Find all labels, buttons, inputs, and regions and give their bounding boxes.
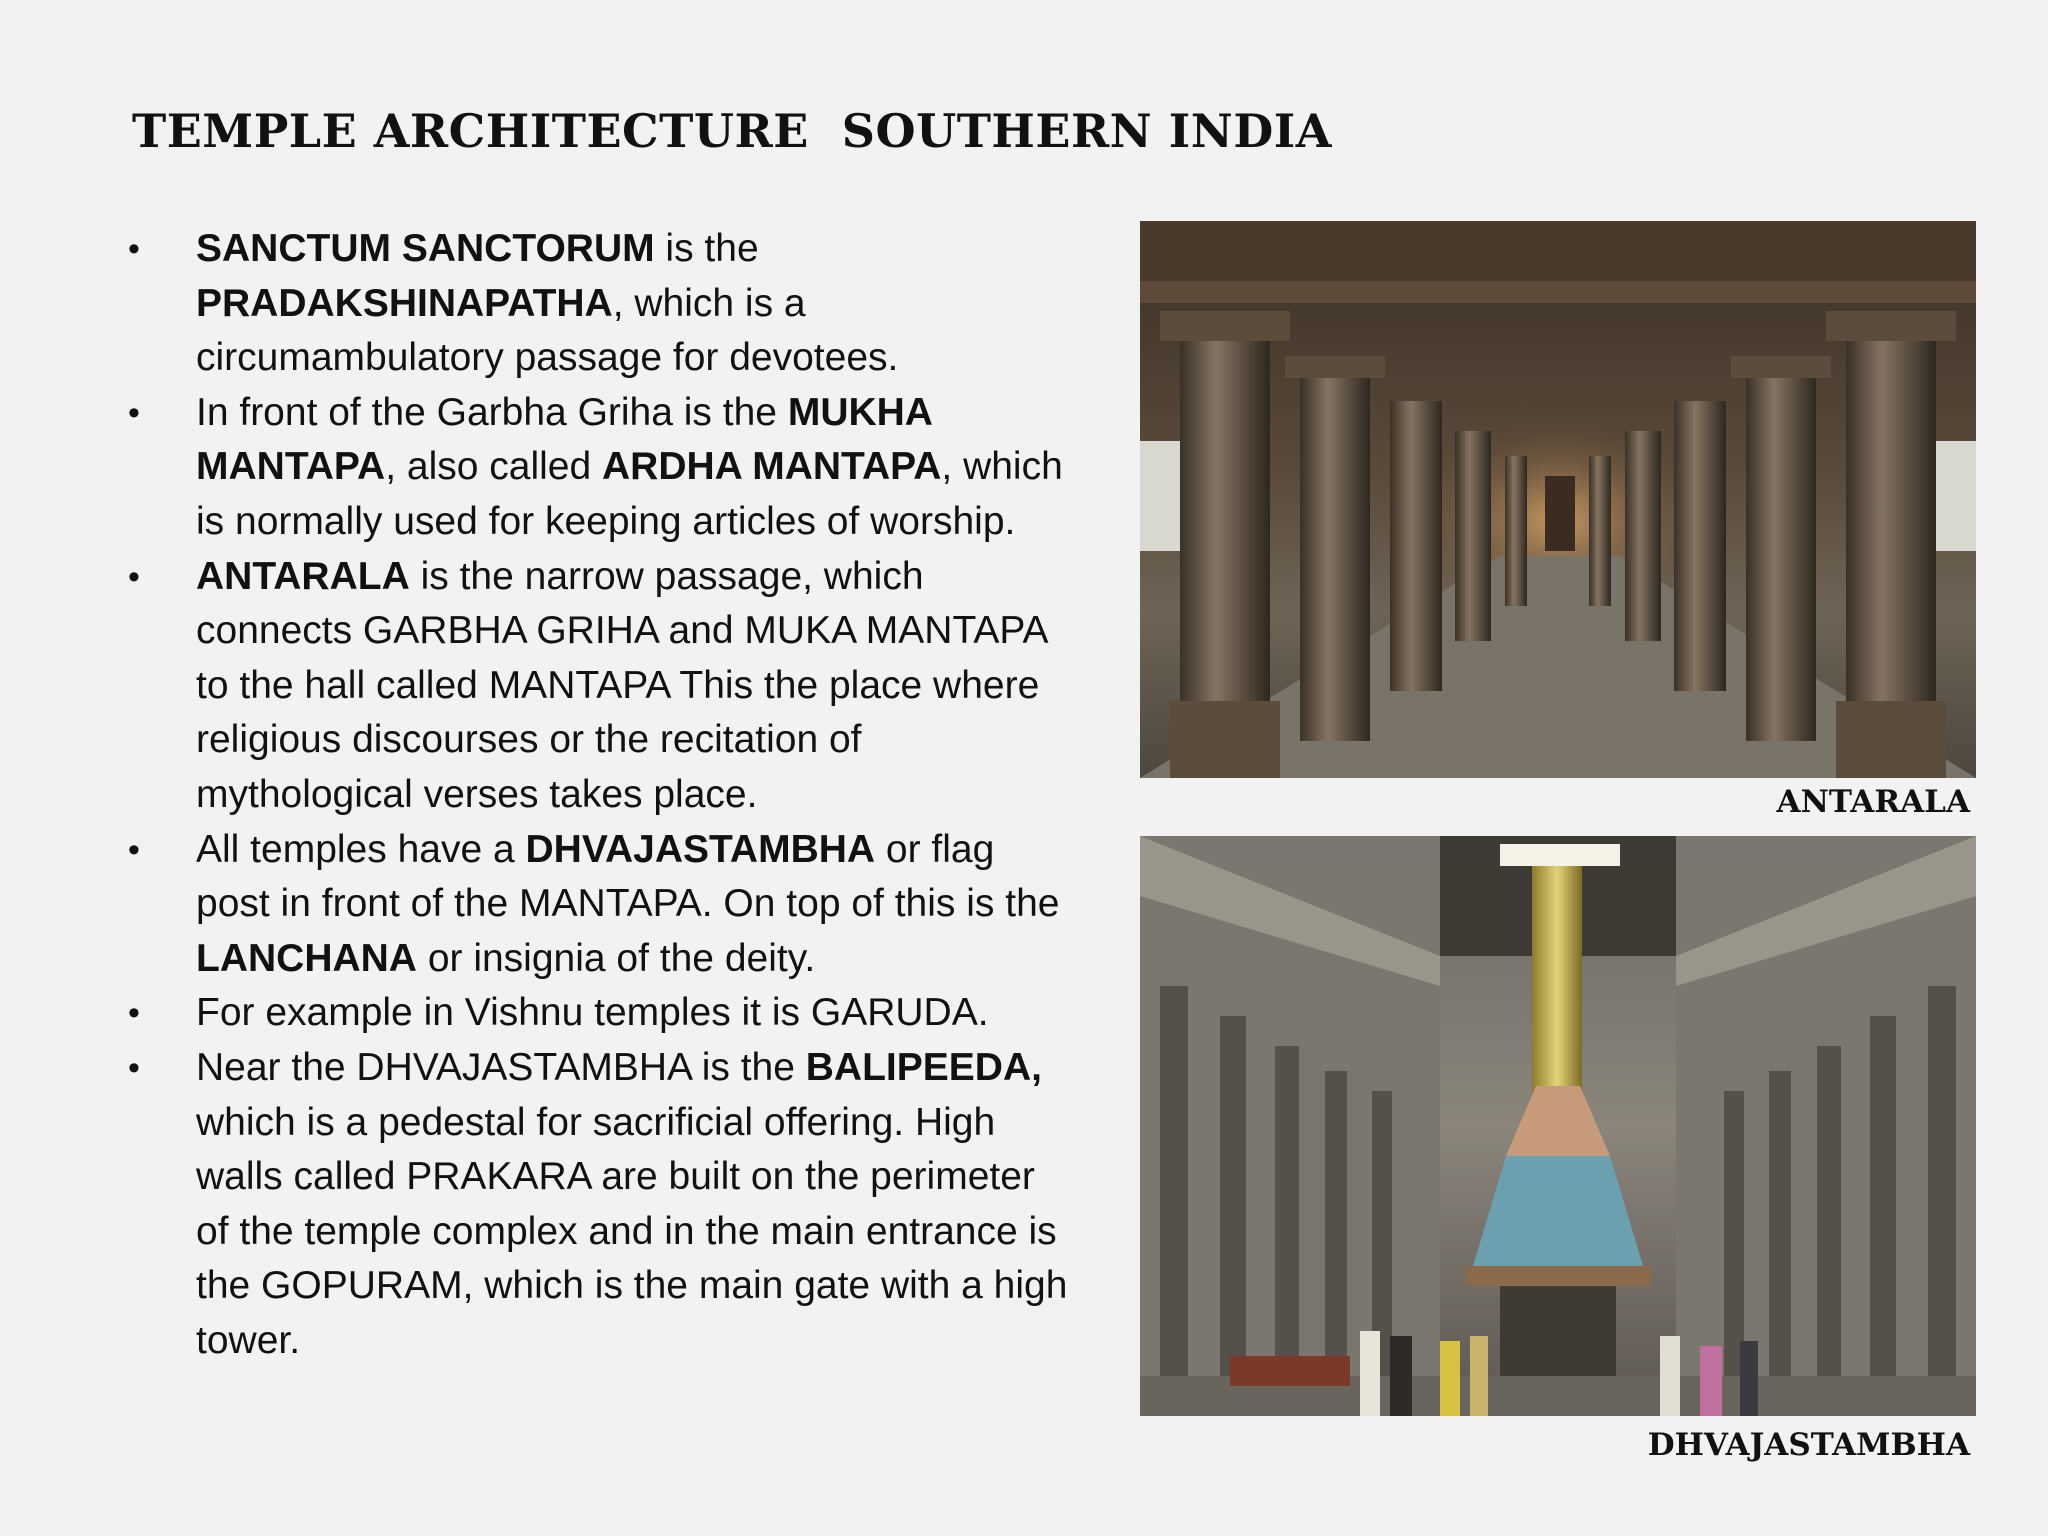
bullet-item: • ANTARALA is the narrow passage, which connects GARBHA GRIHA and MUKA MANTAPA to the hall called MANTAPA This the place where religious discourses or the recitation of mythological verses takes place. bbox=[128, 550, 1078, 823]
bullet-item: • Near the DHVAJASTAMBHA is the BALIPEEDA, which is a pedestal for sacrificial offering. High walls called PRAKARA are built on the perimeter of the temple complex and in the main entrance is the GOPURAM, which is the main gate with a high tower. bbox=[128, 1041, 1078, 1369]
bullet-item: • All temples have a DHVAJASTAMBHA or flag post in front of the MANTAPA. On top of this is the LANCHANA or insignia of the deity. bbox=[128, 823, 1078, 987]
slide-title: TEMPLE ARCHITECTURE SOUTHERN INDIA bbox=[132, 104, 1332, 158]
dhvajastambha-photo bbox=[1140, 836, 1976, 1416]
bullet-item: • In front of the Garbha Griha is the MUKHA MANTAPA, also called ARDHA MANTAPA, which is normally used for keeping articles of worship. bbox=[128, 386, 1078, 550]
antarala-caption: ANTARALA bbox=[1776, 784, 1970, 820]
antarala-photo bbox=[1140, 221, 1976, 778]
bullet-item: • For example in Vishnu temples it is GARUDA. bbox=[128, 986, 1078, 1041]
bullet-list bbox=[128, 222, 1078, 1368]
bullet-item: • SANCTUM SANCTORUM is the PRADAKSHINAPATHA, which is a circumambulatory passage for devotees. bbox=[128, 222, 1078, 386]
dhvajastambha-caption: DHVAJASTAMBHA bbox=[1647, 1427, 1970, 1463]
